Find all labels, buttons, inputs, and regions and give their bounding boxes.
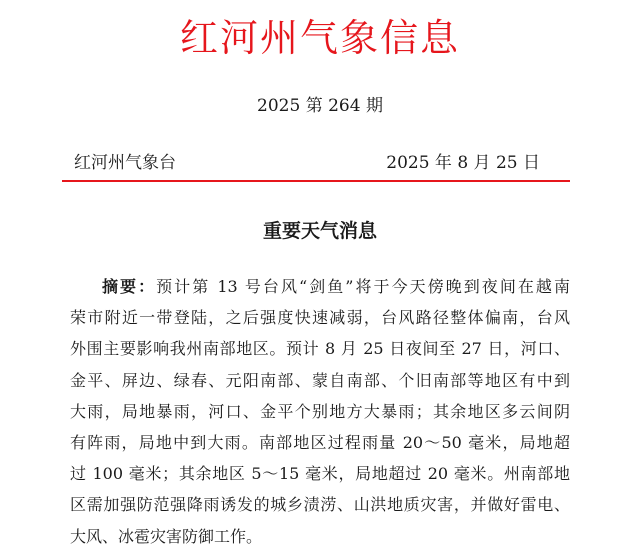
body-line: 过 100 毫米；其余地区 5～15 毫米，局地超过 20 毫米。州南部地 — [70, 464, 570, 484]
issuer-name: 红河州气象台 — [74, 153, 176, 173]
bulletin-body — [70, 271, 570, 552]
body-line: 外围主要影响我州南部地区。预计 8 月 25 日夜间至 27 日，河口、 — [70, 339, 570, 359]
body-line: 有阵雨，局地中到大雨。南部地区过程雨量 20～50 毫米，局地超 — [70, 432, 570, 452]
body-line — [70, 271, 570, 302]
body-line: 大雨，局地暴雨，河口、金平个别地方大暴雨；其余地区多云间阴 — [70, 401, 570, 421]
header-divider — [62, 180, 570, 182]
issue-number: 2025 第 264 期 — [257, 96, 383, 116]
issue-date: 2025 年 8 月 25 日 — [386, 153, 540, 173]
body-line: 荣市附近一带登陆，之后强度快速减弱，台风路径整体偏南，台风 — [70, 308, 570, 328]
summary-label: 摘要： — [102, 277, 157, 296]
body-line-text: 预计第 13 号台风“剑鱼”将于今天傍晚到夜间在越南 — [156, 277, 570, 296]
body-line: 金平、屏边、绿春、元阳南部、蒙自南部、个旧南部等地区有中到 — [70, 370, 570, 390]
bulletin-headline: 重要天气消息 — [262, 220, 377, 242]
masthead-title: 红河州气象信息 — [179, 16, 460, 60]
body-line: 区需加强防范强降雨诱发的城乡渍涝、山洪地质灾害，并做好雷电、 — [70, 495, 570, 515]
body-line: 大风、冰雹灾害防御工作。 — [70, 526, 263, 546]
